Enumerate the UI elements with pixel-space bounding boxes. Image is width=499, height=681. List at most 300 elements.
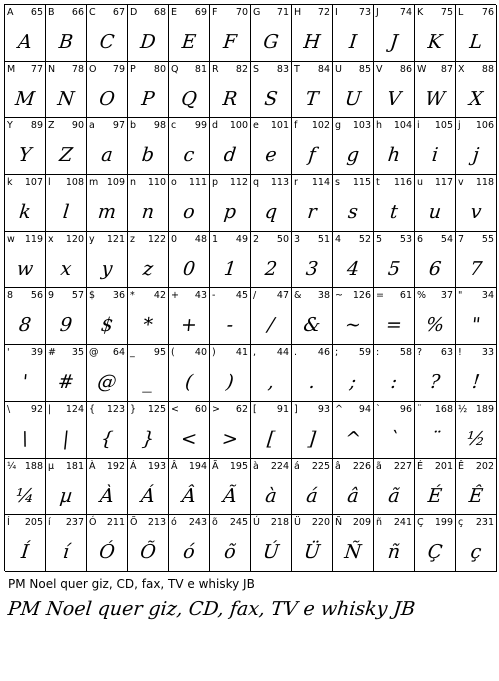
glyph-label [253, 7, 289, 19]
glyph-cell [415, 175, 456, 232]
glyph-code: 211 [106, 517, 125, 529]
glyph-cell [456, 345, 497, 402]
glyph-cell [87, 118, 128, 175]
glyph-char: Ç [417, 517, 424, 529]
glyph-sample: w [15, 257, 35, 280]
glyph-label [376, 404, 412, 416]
glyph-cell [292, 5, 333, 62]
glyph-sample: N [56, 87, 76, 110]
glyph-char: & [294, 290, 302, 302]
glyph-char: ^ [335, 403, 343, 415]
glyph-sample: h [386, 144, 402, 167]
glyph-sample: ¨ [429, 427, 441, 450]
glyph-label [458, 64, 494, 76]
glyph-cell [456, 402, 497, 459]
glyph-label [171, 517, 207, 529]
glyph-char: ' [7, 347, 10, 359]
glyph-cell [374, 515, 415, 572]
glyph-label [171, 64, 207, 76]
glyph-code: 87 [440, 63, 453, 75]
glyph-code: 121 [106, 233, 125, 245]
glyph-code: 120 [65, 233, 84, 245]
glyph-label [458, 347, 494, 359]
glyph-sample: " [470, 314, 482, 337]
glyph-char: Ú [253, 517, 260, 529]
glyph-cell [333, 118, 374, 175]
glyph-char: { [89, 403, 96, 415]
glyph-cell [87, 175, 128, 232]
glyph-cell [5, 402, 46, 459]
glyph-char: P [130, 63, 136, 75]
glyph-code: 98 [153, 120, 166, 132]
glyph-cell [210, 459, 251, 516]
glyph-label [48, 120, 84, 132]
glyph-char: X [458, 63, 465, 75]
glyph-cell [251, 62, 292, 119]
glyph-code: 91 [276, 403, 289, 415]
glyph-cell [415, 118, 456, 175]
glyph-char: Z [48, 120, 55, 132]
glyph-cell [5, 515, 46, 572]
glyph-code: 192 [106, 460, 125, 472]
glyph-sample: ] [307, 427, 317, 450]
glyph-cell [169, 118, 210, 175]
glyph-char: É [417, 460, 424, 472]
glyph-label [417, 461, 453, 473]
glyph-sample: I [348, 31, 358, 53]
glyph-sample: { [99, 427, 115, 450]
glyph-code: 44 [276, 347, 289, 359]
glyph-cell [87, 62, 128, 119]
glyph-char: 9 [48, 290, 55, 302]
glyph-char: µ [48, 460, 55, 472]
glyph-code: 105 [434, 120, 453, 132]
glyph-char: L [458, 7, 464, 18]
glyph-char: 8 [7, 290, 14, 302]
glyph-label [130, 234, 166, 246]
glyph-sample: z [141, 257, 155, 280]
glyph-cell [251, 175, 292, 232]
glyph-code: 213 [147, 517, 166, 529]
glyph-char: l [48, 177, 51, 189]
glyph-cell [5, 175, 46, 232]
glyph-char: ` [376, 403, 381, 415]
glyph-char: \ [7, 403, 11, 415]
glyph-cell [415, 459, 456, 516]
glyph-code: 60 [194, 403, 207, 415]
glyph-cell [5, 118, 46, 175]
glyph-sample: Í [20, 541, 30, 564]
glyph-sample: ; [348, 371, 358, 394]
glyph-cell [46, 175, 87, 232]
glyph-sample: | [61, 427, 71, 450]
glyph-label [89, 120, 125, 132]
glyph-cell [333, 459, 374, 516]
glyph-char: 0 [171, 233, 178, 245]
glyph-code: 102 [311, 120, 330, 132]
glyph-cell [210, 515, 251, 572]
glyph-code: 202 [475, 460, 494, 472]
glyph-code: 62 [235, 403, 248, 415]
glyph-cell [251, 515, 292, 572]
glyph-label [89, 517, 125, 529]
glyph-char: e [253, 120, 259, 132]
glyph-code: 42 [153, 290, 166, 302]
glyph-label [417, 120, 453, 132]
glyph-sample: $ [99, 314, 115, 337]
glyph-cell [169, 515, 210, 572]
glyph-cell [87, 515, 128, 572]
glyph-char: T [294, 63, 300, 75]
glyph-code: 37 [440, 290, 453, 302]
glyph-char: 7 [458, 233, 465, 245]
glyph-char: ¨ [417, 403, 422, 415]
glyph-cell [128, 62, 169, 119]
glyph-code: 38 [317, 290, 330, 302]
glyph-label [48, 177, 84, 189]
glyph-char: u [417, 177, 424, 189]
glyph-sample: = [384, 314, 404, 337]
glyph-char: n [130, 177, 137, 189]
glyph-code: 188 [24, 460, 43, 472]
glyph-cell [415, 515, 456, 572]
glyph-sample: 5 [386, 257, 402, 280]
glyph-cell [210, 118, 251, 175]
glyph-code: 47 [276, 290, 289, 302]
glyph-label [335, 347, 371, 359]
glyph-label [253, 461, 289, 473]
glyph-char: 4 [335, 233, 342, 245]
glyph-label [7, 177, 43, 189]
glyph-code: 226 [352, 460, 371, 472]
glyph-code: 64 [112, 347, 125, 359]
glyph-cell [169, 459, 210, 516]
glyph-code: 78 [71, 63, 84, 75]
glyph-char: ñ [376, 517, 383, 529]
glyph-cell [87, 459, 128, 516]
glyph-char: Ó [89, 517, 97, 529]
glyph-char: Y [7, 120, 13, 132]
glyph-label [171, 290, 207, 302]
glyph-sample: í [61, 541, 71, 564]
glyph-cell [46, 515, 87, 572]
glyph-sample: ¼ [14, 484, 36, 507]
glyph-char: F [212, 7, 218, 18]
glyph-sample: ) [225, 371, 235, 394]
glyph-label [376, 64, 412, 76]
glyph-char: @ [89, 347, 99, 359]
glyph-char: E [171, 7, 178, 18]
glyph-label [335, 290, 371, 302]
glyph-cell [46, 62, 87, 119]
glyph-char: 3 [294, 233, 301, 245]
glyph-cell [87, 232, 128, 289]
glyph-label [171, 404, 207, 416]
glyph-sample: K [426, 31, 444, 53]
glyph-char: s [335, 177, 340, 189]
glyph-code: 115 [352, 177, 371, 189]
glyph-label [376, 517, 412, 529]
glyph-cell [374, 345, 415, 402]
glyph-cell [128, 402, 169, 459]
glyph-cell [456, 459, 497, 516]
glyph-code: 67 [112, 7, 125, 18]
glyph-cell [46, 345, 87, 402]
glyph-char: [ [253, 403, 257, 415]
glyph-cell [456, 118, 497, 175]
glyph-cell [292, 232, 333, 289]
glyph-cell [374, 288, 415, 345]
glyph-cell [251, 345, 292, 402]
glyph-sample: Ê [467, 484, 485, 507]
glyph-code: 55 [481, 233, 494, 245]
glyph-sample: v [469, 201, 483, 224]
glyph-label [212, 177, 248, 189]
glyph-label [89, 404, 125, 416]
glyph-label [171, 234, 207, 246]
glyph-code: 57 [71, 290, 84, 302]
glyph-code: 100 [229, 120, 248, 132]
glyph-code: 201 [434, 460, 453, 472]
glyph-sample: S [263, 87, 279, 110]
glyph-label [7, 517, 43, 529]
glyph-sample: l [61, 201, 71, 224]
glyph-label [7, 290, 43, 302]
glyph-label [253, 290, 289, 302]
glyph-char: a [89, 120, 95, 132]
glyph-code: 218 [270, 517, 289, 529]
glyph-char: _ [130, 347, 135, 359]
glyph-code: 33 [481, 347, 494, 359]
glyph-cell [456, 175, 497, 232]
glyph-sample: s [346, 201, 360, 224]
glyph-char: 2 [253, 233, 260, 245]
glyph-sample: 4 [345, 257, 361, 280]
glyph-code: 199 [434, 517, 453, 529]
glyph-label [48, 7, 84, 19]
glyph-sample: 8 [17, 314, 33, 337]
glyph-cell [128, 118, 169, 175]
glyph-char: c [171, 120, 177, 132]
glyph-cell [456, 5, 497, 62]
glyph-char: Q [171, 63, 179, 75]
glyph-sample: ' [21, 371, 29, 394]
glyph-code: 101 [270, 120, 289, 132]
glyph-code: 59 [358, 347, 371, 359]
glyph-sample: f [307, 144, 317, 167]
glyph-code: 85 [358, 63, 371, 75]
glyph-label [458, 517, 494, 529]
glyph-code: 53 [399, 233, 412, 245]
glyph-char: ç [458, 517, 464, 529]
glyph-label [253, 120, 289, 132]
glyph-label [212, 517, 248, 529]
glyph-code: 231 [475, 517, 494, 529]
glyph-cell [128, 175, 169, 232]
glyph-label [212, 290, 248, 302]
glyph-label [171, 120, 207, 132]
glyph-sample: à [264, 484, 278, 507]
glyph-cell [251, 232, 292, 289]
glyph-char: y [89, 233, 95, 245]
glyph-cell [87, 288, 128, 345]
glyph-cell [210, 402, 251, 459]
glyph-sample: x [59, 257, 73, 280]
glyph-sample: # [56, 371, 76, 394]
glyph-sample: o [182, 201, 196, 224]
glyph-char: j [458, 120, 461, 132]
glyph-sample: ñ [386, 541, 402, 564]
glyph-code: 111 [188, 177, 207, 189]
glyph-cell [374, 459, 415, 516]
glyph-char: õ [212, 517, 218, 529]
glyph-code: 75 [440, 7, 453, 18]
glyph-char: z [130, 233, 135, 245]
glyph-char: 1 [212, 233, 219, 245]
glyph-sample: ~ [343, 314, 363, 337]
glyph-code: 40 [194, 347, 207, 359]
glyph-sample: & [302, 314, 322, 337]
glyph-sample: À [98, 484, 116, 507]
glyph-label [48, 404, 84, 416]
glyph-char: f [294, 120, 298, 132]
glyph-label [458, 120, 494, 132]
glyph-sample: 0 [181, 257, 197, 280]
glyph-cell [456, 288, 497, 345]
glyph-char: D [130, 7, 138, 18]
glyph-code: 88 [481, 63, 494, 75]
glyph-label [294, 347, 330, 359]
glyph-char: " [458, 290, 463, 302]
glyph-char: J [376, 7, 379, 18]
glyph-code: 35 [71, 347, 84, 359]
glyph-code: 58 [399, 347, 412, 359]
glyph-code: 97 [112, 120, 125, 132]
glyph-sample: É [426, 484, 444, 507]
glyph-code: 123 [106, 403, 125, 415]
glyph-code: 189 [475, 403, 494, 415]
glyph-char: Â [171, 460, 178, 472]
glyph-char: o [171, 177, 177, 189]
glyph-code: 110 [147, 177, 166, 189]
glyph-sample: G [262, 31, 280, 53]
glyph-char: K [417, 7, 424, 18]
glyph-sample: V [385, 87, 403, 110]
glyph-code: 72 [317, 7, 330, 18]
glyph-code: 43 [194, 290, 207, 302]
glyph-code: 68 [153, 7, 166, 18]
glyph-label [130, 461, 166, 473]
glyph-cell [5, 62, 46, 119]
glyph-sample: ^ [343, 427, 363, 450]
glyph-label [294, 290, 330, 302]
glyph-label [417, 517, 453, 529]
glyph-sample: E [180, 31, 198, 53]
glyph-label [376, 290, 412, 302]
glyph-code: 119 [24, 233, 43, 245]
glyph-code: 205 [24, 517, 43, 529]
glyph-char: . [294, 347, 298, 359]
glyph-label [171, 347, 207, 359]
glyph-cell [292, 515, 333, 572]
glyph-code: 113 [270, 177, 289, 189]
glyph-sample: m [96, 201, 118, 224]
glyph-code: 95 [153, 347, 166, 359]
glyph-label [458, 7, 494, 19]
glyph-label [253, 234, 289, 246]
glyph-label [7, 234, 43, 246]
glyph-cell [333, 345, 374, 402]
glyph-sample: } [140, 427, 156, 450]
glyph-sample: / [266, 314, 276, 337]
glyph-label [89, 234, 125, 246]
glyph-char: ã [376, 460, 382, 472]
glyph-cell [333, 62, 374, 119]
glyph-label [48, 461, 84, 473]
glyph-sample: > [220, 427, 240, 450]
glyph-sample: < [179, 427, 199, 450]
glyph-label [253, 404, 289, 416]
glyph-code: 193 [147, 460, 166, 472]
glyph-sample: r [306, 201, 318, 224]
glyph-char: 6 [417, 233, 424, 245]
glyph-sample: Y [17, 144, 33, 167]
glyph-char: Õ [130, 517, 138, 529]
glyph-code: 66 [71, 7, 84, 18]
glyph-label [89, 290, 125, 302]
glyph-cell [333, 175, 374, 232]
glyph-sample: Ú [261, 541, 281, 564]
glyph-code: 116 [393, 177, 412, 189]
sample-text-rendered: PM Noel quer giz, CD, fax, TV e whisky JB [6, 598, 417, 620]
glyph-label [294, 404, 330, 416]
glyph-cell [5, 288, 46, 345]
glyph-sample: P [140, 87, 156, 110]
glyph-char: | [48, 403, 52, 415]
glyph-cell [169, 175, 210, 232]
glyph-char: Ñ [335, 517, 343, 529]
glyph-label [171, 461, 207, 473]
glyph-code: 79 [112, 63, 125, 75]
glyph-cell [5, 5, 46, 62]
glyph-cell [292, 459, 333, 516]
glyph-cell [128, 515, 169, 572]
glyph-char: U [335, 63, 342, 75]
glyph-char: g [335, 120, 342, 132]
glyph-sample: k [18, 201, 32, 224]
glyph-code: 94 [358, 403, 371, 415]
glyph-sample: ã [387, 484, 401, 507]
glyph-code: 48 [194, 233, 207, 245]
glyph-char: + [171, 290, 179, 302]
glyph-code: 194 [188, 460, 207, 472]
glyph-code: 52 [358, 233, 371, 245]
sample-caption: PM Noel quer giz, CD, fax, TV e whisky JB [8, 577, 255, 591]
glyph-code: 104 [393, 120, 412, 132]
glyph-code: 181 [65, 460, 84, 472]
glyph-cell [374, 62, 415, 119]
glyph-cell [415, 232, 456, 289]
glyph-label [417, 290, 453, 302]
glyph-cell [46, 402, 87, 459]
glyph-char: < [171, 403, 179, 415]
glyph-label [335, 234, 371, 246]
glyph-code: 209 [352, 517, 371, 529]
glyph-cell [456, 515, 497, 572]
glyph-code: 243 [188, 517, 207, 529]
glyph-sample: U [343, 87, 363, 110]
glyph-label [212, 64, 248, 76]
